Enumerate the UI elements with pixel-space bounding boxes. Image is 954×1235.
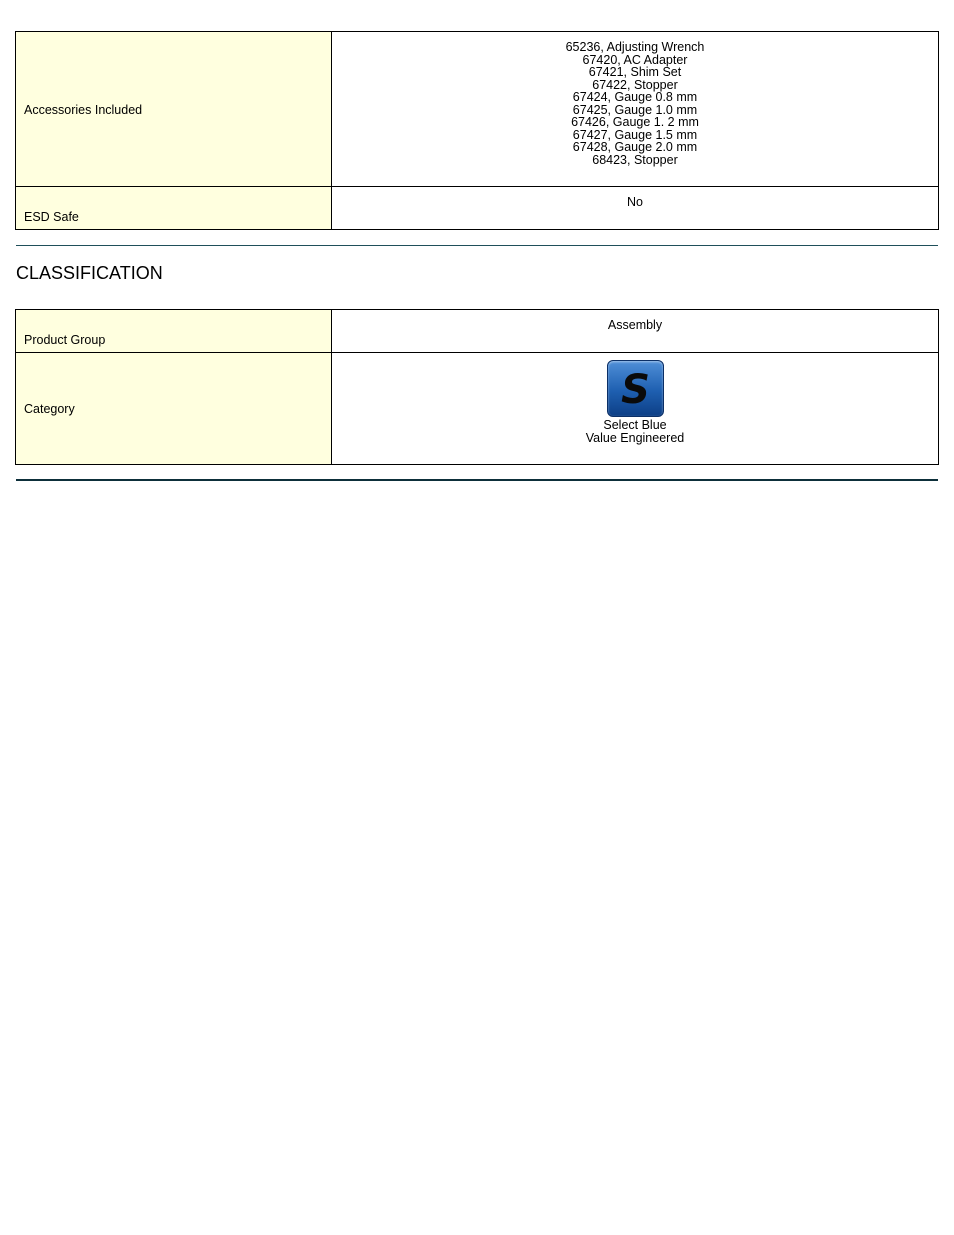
category-value: [332, 353, 938, 444]
accessory-item: 67421, Shim Set: [588, 65, 682, 79]
accessory-item: 65236, Adjusting Wrench: [565, 40, 705, 54]
accessory-item: 67424, Gauge 0.8 mm: [572, 90, 698, 104]
spec-value-cell: [332, 32, 939, 187]
svg-text:S: S: [620, 367, 650, 413]
classification-value-cell: [332, 353, 939, 465]
accessory-item: 67422, Stopper: [592, 77, 678, 92]
esd-safe-value: No: [627, 195, 643, 209]
accessory-item: 67427, Gauge 1.5 mm: [572, 127, 698, 142]
spec-label-cell: [16, 187, 332, 230]
spec-label-accessories: Accessories Included: [24, 102, 143, 117]
classification-label-product-group: Product Group: [24, 332, 106, 347]
classification-heading: CLASSIFICATION: [16, 263, 163, 283]
classification-label-cell: [16, 310, 332, 353]
classification-table: [15, 309, 939, 465]
category-line-2: Value Engineered: [585, 430, 685, 445]
accessory-item: 67420, AC Adapter: [582, 52, 688, 67]
accessory-item: 67428, Gauge 2.0 mm: [572, 140, 698, 154]
accessory-item: 68423, Stopper: [592, 152, 678, 167]
select-blue-s-badge-icon: [607, 360, 664, 417]
section-divider-bottom: [16, 479, 938, 481]
classification-row-product-group: [16, 310, 939, 353]
spec-row-esd-safe: [16, 187, 939, 230]
section-divider: [16, 245, 938, 246]
product-group-value: Assembly: [607, 318, 663, 332]
classification-label-category: Category: [24, 402, 75, 417]
category-text: [332, 419, 938, 444]
badge-letter-s: [608, 361, 663, 416]
accessory-item: 67425, Gauge 1.0 mm: [572, 102, 698, 117]
specifications-table: [15, 31, 939, 230]
spec-value-cell: [332, 187, 939, 230]
classification-label-cell: [16, 353, 332, 465]
spec-label-esd-safe: ESD Safe: [24, 209, 79, 224]
spec-label-cell: [16, 32, 332, 187]
spec-row-accessories: [16, 32, 939, 187]
category-line-1: Select Blue: [603, 418, 667, 432]
accessories-list: [332, 32, 938, 166]
classification-value-cell: [332, 310, 939, 353]
classification-row-category: [16, 353, 939, 465]
accessory-item: 67426, Gauge 1. 2 mm: [571, 115, 699, 129]
